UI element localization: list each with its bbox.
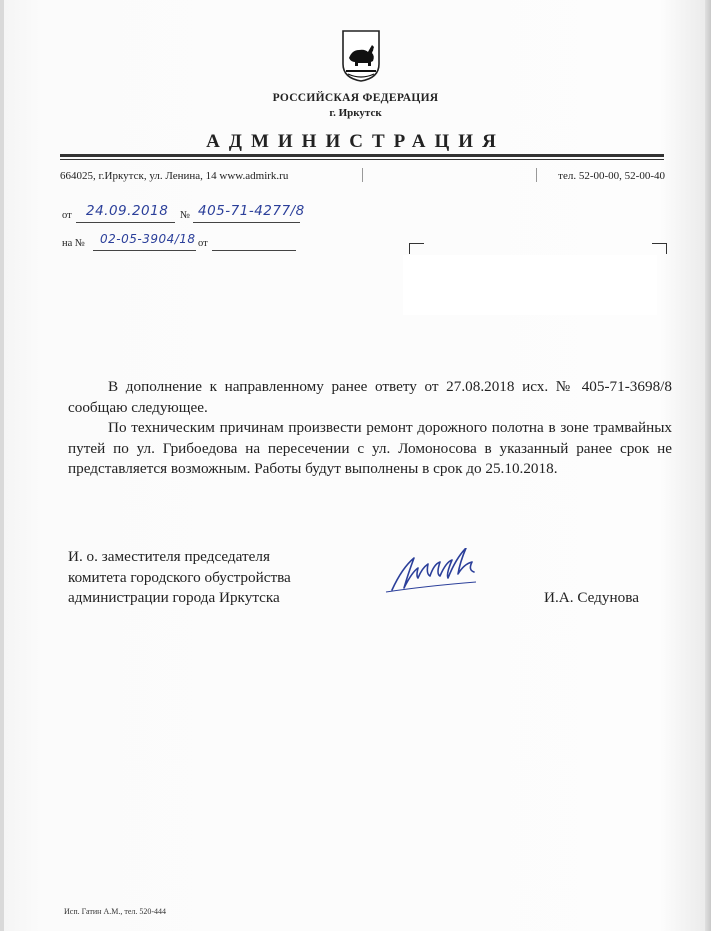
from-label: от — [62, 210, 72, 221]
irkutsk-coat-of-arms-icon — [342, 30, 380, 82]
header-rule-thick — [60, 154, 664, 157]
number-label: № — [180, 210, 191, 221]
executor-note: Исп. Гатин А.М., тел. 520-444 — [64, 907, 167, 916]
country-heading: РОССИЙСКАЯ ФЕДЕРАЦИЯ — [272, 92, 439, 104]
signatory-title-line: И. о. заместителя председателя — [68, 548, 270, 565]
address-bracket — [362, 168, 363, 182]
phone-line: тел. 52-00-00, 52-00-40 — [558, 170, 665, 182]
addressee-redacted-area — [403, 255, 657, 315]
letter-paragraph: В дополнение к направленному ранее ответу от 27.08.2018 исх. № 405-71-3698/8 сообщаю следующее. — [68, 378, 672, 416]
reply-date-field — [212, 236, 296, 251]
number-handwritten: 405-71-4277/8 — [198, 203, 305, 219]
reply-number-handwritten: 02-05-3904/18 — [100, 232, 196, 246]
reply-date-label: от — [198, 238, 208, 249]
letter-body — [68, 377, 672, 480]
signatory-title — [68, 547, 291, 609]
handwritten-signature — [384, 548, 504, 598]
administration-heading: АДМИНИСТРАЦИЯ — [206, 131, 505, 152]
signatory-name: И.А. Седунова — [544, 589, 639, 606]
addressee-corner-right — [652, 243, 667, 254]
signatory-title-line: администрации города Иркутска — [68, 589, 280, 607]
header-rule-thin — [60, 159, 664, 160]
signatory-title-line: комитета городского обустройства — [68, 568, 291, 586]
addressee-corner-left — [409, 243, 424, 254]
address-line: 664025, г.Иркутск, ул. Ленина, 14 www.admirk.ru — [60, 170, 289, 182]
phone-bracket — [536, 168, 537, 182]
reply-label: на № — [62, 238, 85, 249]
letter-paragraph: По техническим причинам произвести ремонт дорожного полотна в зоне трамвайных путей по ул. Грибоедова на пересечении с ул. Ломоносова в указанный ранее срок не представляется возможным. Работы будут выполнены в срок до 25.10.2018. — [68, 419, 672, 478]
city-heading: г. Иркутск — [329, 107, 382, 119]
from-date-handwritten: 24.09.2018 — [86, 203, 169, 219]
